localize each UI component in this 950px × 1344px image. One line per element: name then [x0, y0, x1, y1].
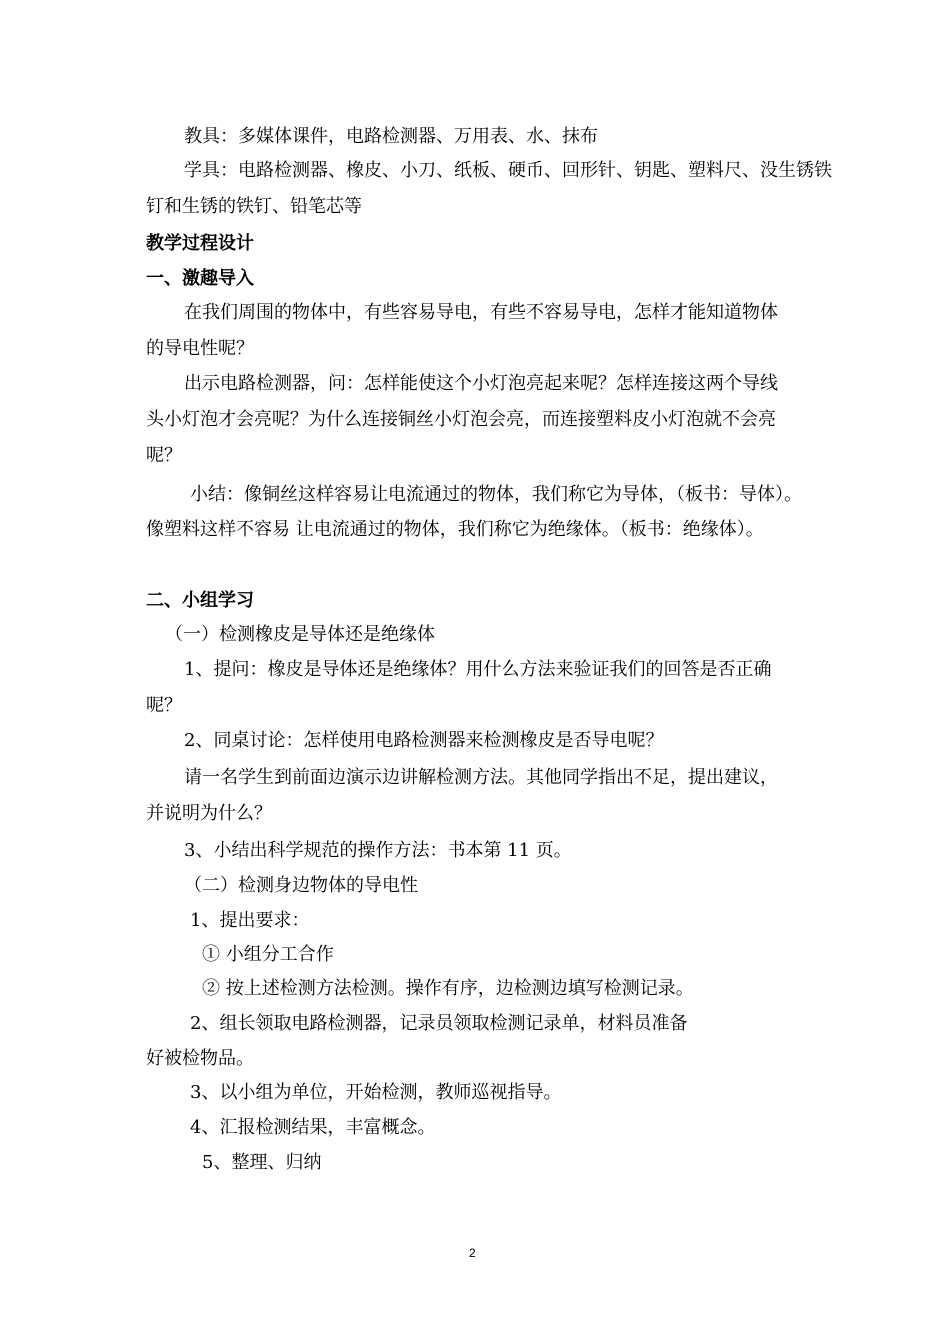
section2-item1-line2: 呢？	[146, 695, 182, 716]
page-number: 2	[469, 1246, 476, 1260]
teaching-aids: 教具：多媒体课件，电路检测器、万用表、水、抹布	[184, 126, 598, 147]
section1-para2-line3: 呢？	[146, 445, 182, 466]
section1-para2-line1: 出示电路检测器，问：怎样能使这个小灯泡亮起来呢？怎样连接这两个导线	[184, 373, 778, 394]
section2-requirements: 1、提出要求：	[190, 910, 310, 931]
student-aids-line-2: 钉和生锈的铁钉、铅笔芯等	[146, 196, 362, 217]
section1-heading: 一、激趣导入	[146, 268, 254, 289]
section2-sub2: （二）检测身边物体的导电性	[184, 875, 418, 896]
section1-para1-line2: 的导电性呢？	[146, 338, 254, 359]
process-heading: 教学过程设计	[146, 233, 254, 254]
section2-item3: 3、小结出科学规范的操作方法：书本第 11 页。	[184, 840, 572, 861]
section2-demo-line1: 请一名学生到前面边演示边讲解检测方法。其他同学指出不足，提出建议，	[184, 767, 778, 788]
section2-item2: 2、同桌讨论：怎样使用电路检测器来检测橡皮是否导电呢？	[184, 730, 664, 751]
section2-step2-line1: 2、组长领取电路检测器，记录员领取检测记录单，材料员准备	[190, 1013, 688, 1034]
section2-demo-line2: 并说明为什么？	[146, 803, 272, 824]
student-aids-line-1: 学具：电路检测器、橡皮、小刀、纸板、硬币、回形针、钥匙、塑料尺、没生锈铁	[184, 160, 832, 181]
section2-item1-line1: 1、提问：橡皮是导体还是绝缘体？用什么方法来验证我们的回答是否正确	[184, 659, 772, 680]
section2-requirement-a: ① 小组分工合作	[202, 944, 334, 965]
section2-step5: 5、整理、归纳	[202, 1152, 322, 1173]
section2-step3: 3、以小组为单位，开始检测，教师巡视指导。	[190, 1082, 562, 1103]
section1-summary-line1: 小结：像铜丝这样容易让电流通过的物体，我们称它为导体，（板书：导体）。	[190, 484, 802, 505]
section2-sub1: （一）检测橡皮是导体还是绝缘体	[165, 624, 435, 645]
section2-step2-line2: 好被检物品。	[146, 1048, 254, 1069]
section2-requirement-b: ② 按上述检测方法检测。操作有序，边检测边填写检测记录。	[202, 978, 694, 999]
section1-summary-line2: 像塑料这样不容易 让电流通过的物体，我们称它为绝缘体。（板书：绝缘体）。	[146, 519, 764, 540]
section2-step4: 4、汇报检测结果，丰富概念。	[190, 1117, 436, 1138]
section1-para1-line1: 在我们周围的物体中，有些容易导电，有些不容易导电，怎样才能知道物体	[184, 302, 778, 323]
section2-heading: 二、小组学习	[146, 590, 254, 611]
section1-para2-line2: 头小灯泡才会亮呢？为什么连接铜丝小灯泡会亮，而连接塑料皮小灯泡就不会亮	[146, 409, 776, 430]
